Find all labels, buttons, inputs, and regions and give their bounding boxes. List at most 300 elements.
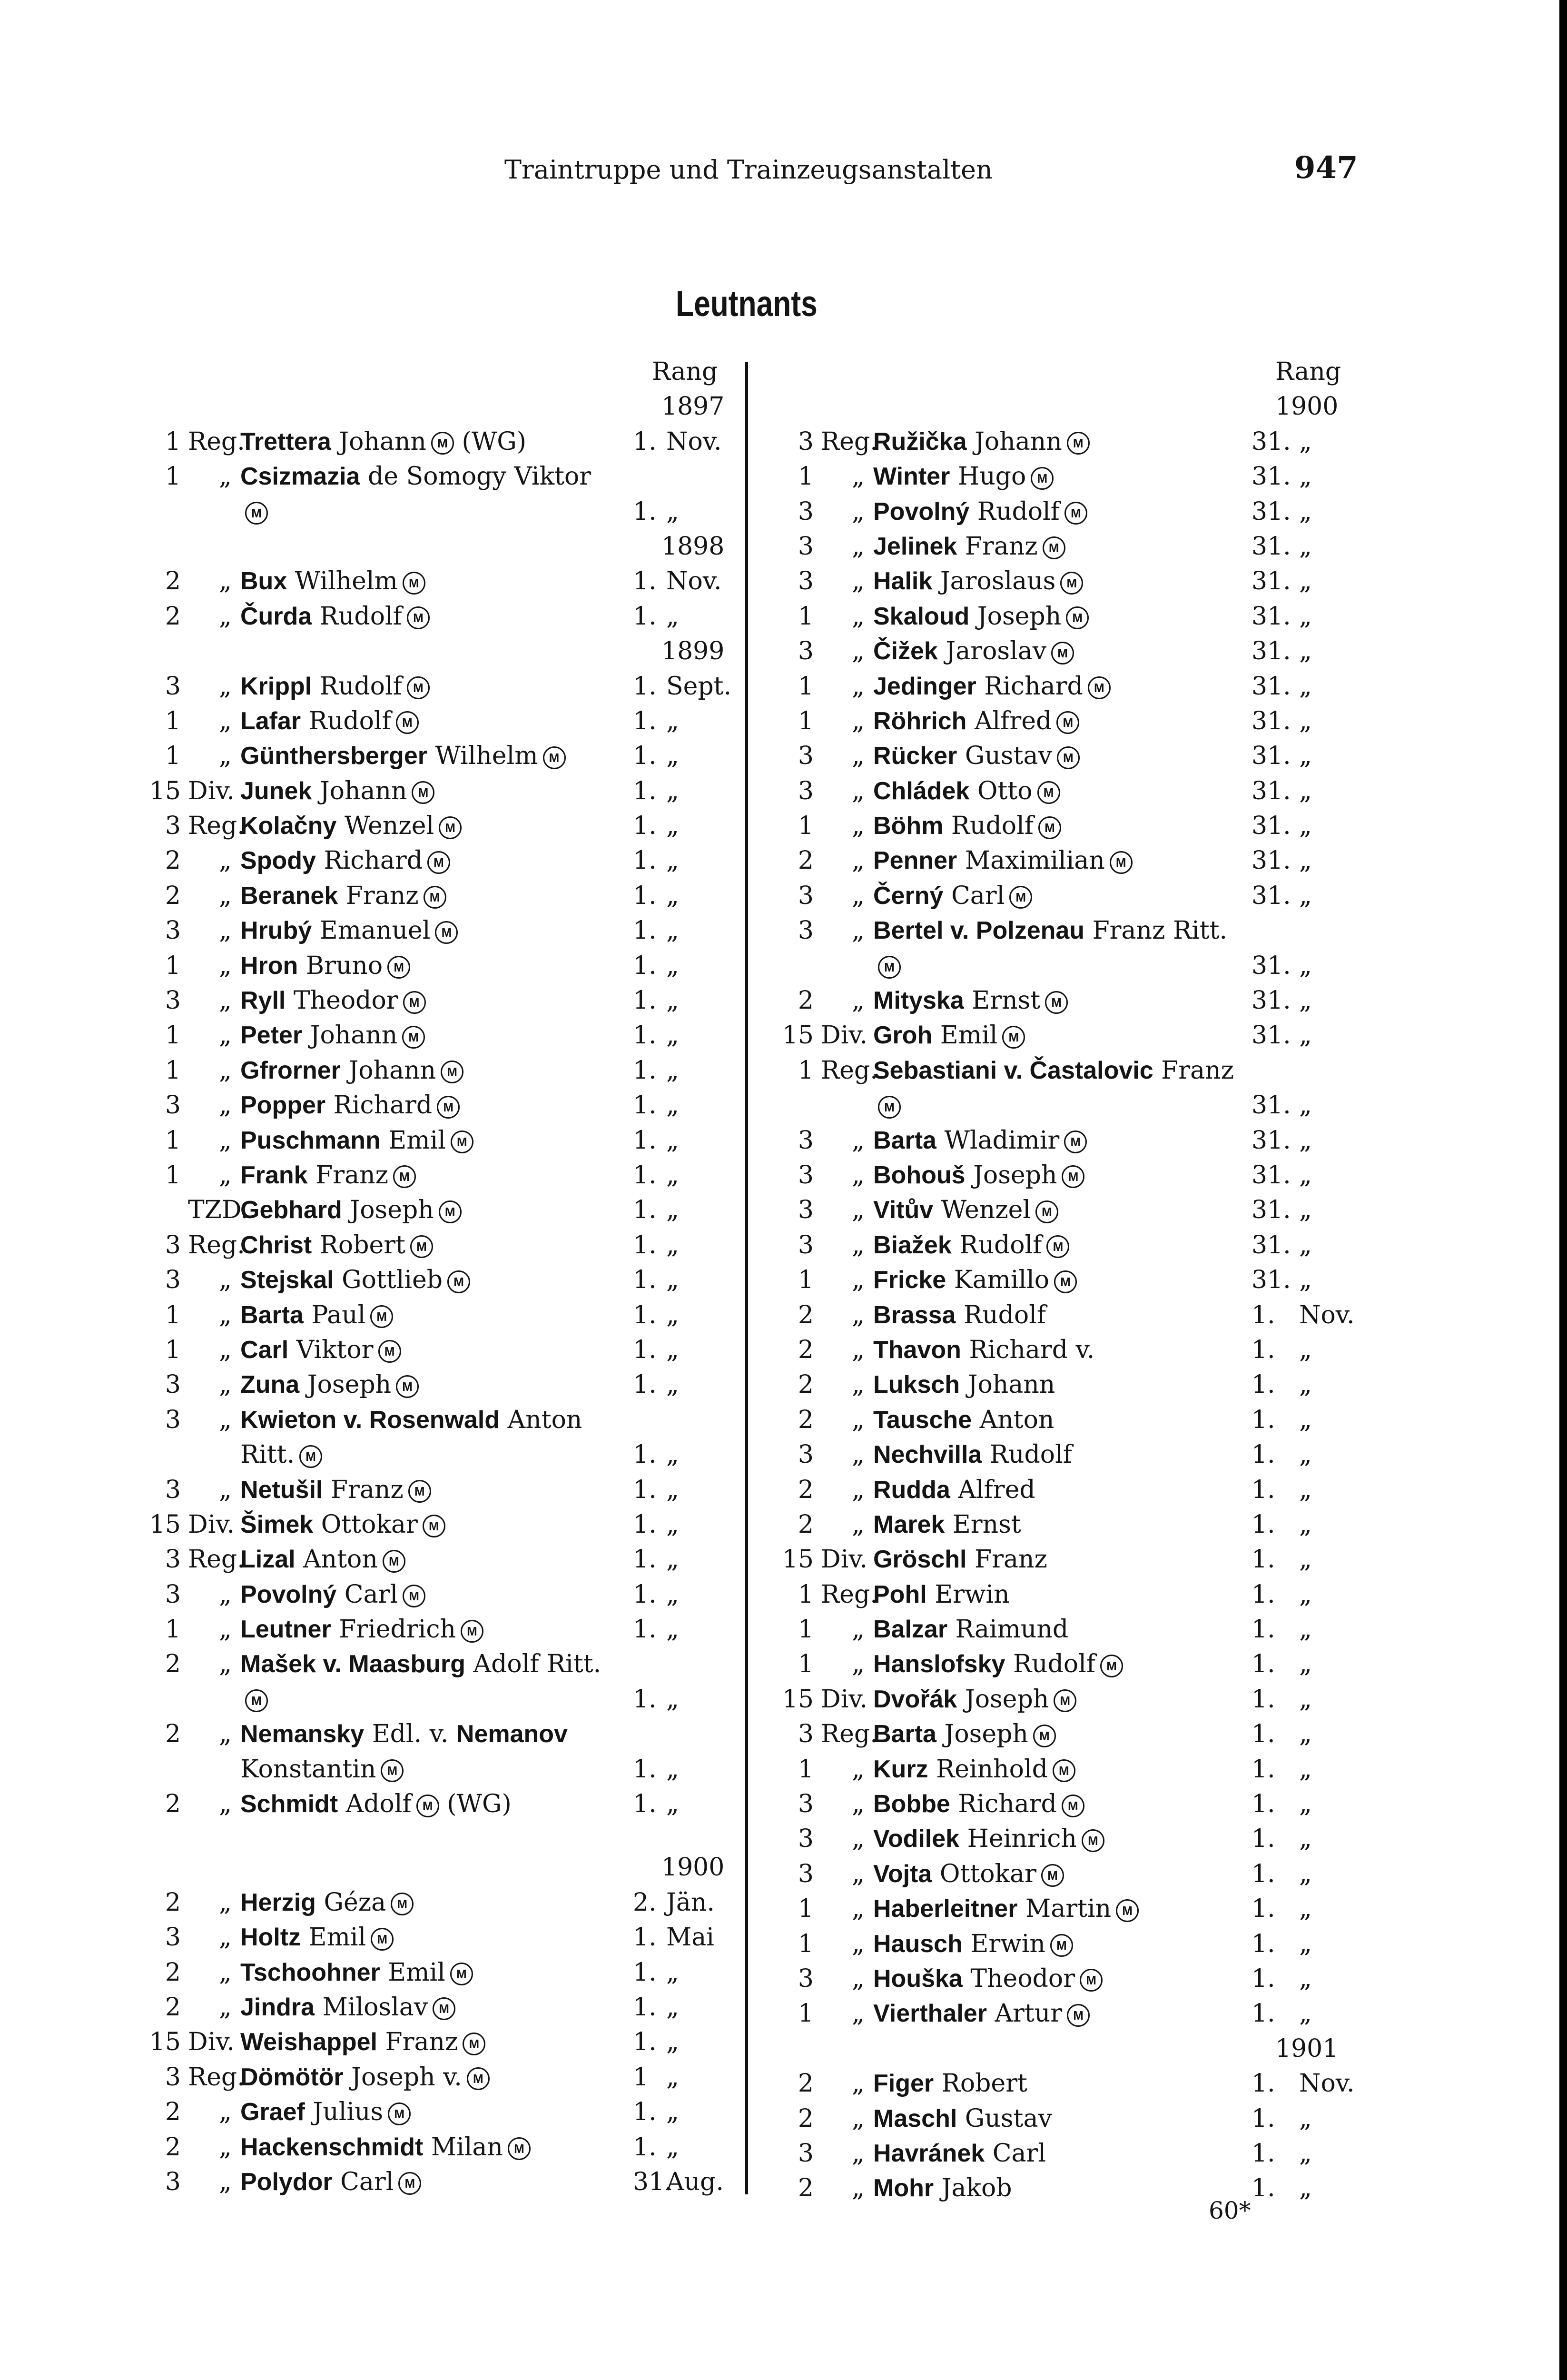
surname: Vodilek	[873, 1825, 960, 1853]
ditto-mark: „	[219, 1993, 232, 2022]
rank-month: „	[1299, 1510, 1312, 1539]
officer-name	[240, 1682, 268, 1717]
officer-name	[873, 425, 1090, 459]
rank-month: „	[1299, 1475, 1312, 1504]
given-name: Wilhelm	[295, 567, 398, 596]
given-name: Johann	[310, 1021, 398, 1050]
year-header	[124, 389, 738, 424]
officer-name	[240, 459, 591, 494]
rank-month: „	[666, 2063, 679, 2092]
rank-month: „	[666, 1510, 679, 1539]
ditto-mark: „	[219, 1300, 232, 1329]
list-item	[757, 774, 1432, 809]
unit-type: Reg.	[821, 1580, 878, 1609]
circled-m-icon: M	[396, 711, 419, 734]
unit-type: Reg.	[188, 1230, 245, 1259]
list-item	[757, 1927, 1432, 1962]
officer-name	[873, 1123, 1087, 1158]
surname: Winter	[873, 463, 950, 491]
officer-name	[873, 2102, 1052, 2136]
circled-m-icon: M	[435, 921, 458, 944]
list-item	[124, 2165, 738, 2200]
given-name: Johann	[975, 427, 1062, 456]
list-item	[757, 1612, 1432, 1647]
rank-month: „	[666, 706, 679, 735]
officer-name	[873, 1263, 1077, 1298]
ditto-mark: „	[852, 846, 865, 875]
given-name: Hugo	[957, 462, 1026, 491]
ditto-mark: „	[852, 602, 865, 631]
rank-day: 1.	[633, 812, 657, 841]
circled-m-icon: M	[1054, 1689, 1076, 1712]
given-name: Anton	[979, 1405, 1055, 1434]
signature-mark: 60*	[1209, 2197, 1251, 2224]
rank-month: „	[1299, 1894, 1312, 1924]
surname: Mašek v. Maasburg	[240, 1650, 466, 1678]
surname: Nechvilla	[873, 1441, 982, 1469]
rank-month: „	[666, 776, 679, 805]
circled-m-icon: M	[1056, 711, 1079, 734]
rank-month: „	[666, 916, 679, 945]
circled-m-icon: M	[1038, 816, 1061, 839]
list-item	[124, 949, 738, 983]
ditto-mark: „	[852, 1405, 865, 1434]
unit-number: 3	[798, 776, 814, 805]
list-item	[757, 1682, 1432, 1717]
rank-day: 1.	[633, 1993, 657, 2022]
unit-number: 3	[798, 1440, 814, 1469]
list-item	[757, 1542, 1432, 1577]
list-item	[757, 425, 1432, 459]
circled-m-icon: M	[441, 1061, 463, 1083]
ditto-mark: „	[852, 567, 865, 596]
given-name: Emil	[940, 1021, 998, 1050]
given-name: Franz	[1161, 1056, 1234, 1085]
surname: Jindra	[240, 1993, 315, 2021]
rank-month: Sept.	[666, 672, 732, 701]
rank-day: 31.	[1252, 567, 1291, 596]
rank-day: 1.	[633, 1196, 657, 1225]
ditto-mark: „	[219, 706, 232, 735]
unit-number: 3	[165, 672, 181, 701]
rank-day: 1.	[633, 986, 657, 1015]
unit-type: Reg.	[188, 1545, 245, 1574]
rank-month: „	[1299, 951, 1312, 980]
list-item	[757, 704, 1432, 739]
surname: Sebastiani v. Častalovic	[873, 1056, 1153, 1084]
ditto-mark: „	[852, 1999, 865, 2028]
unit-number: 1	[798, 1056, 814, 1085]
list-item	[124, 1920, 738, 1955]
officer-name	[240, 2025, 485, 2060]
list-item	[757, 1298, 1432, 1333]
unit-number: 3	[165, 1370, 181, 1399]
year-header	[124, 529, 738, 564]
ditto-mark: „	[852, 1370, 865, 1399]
rank-month: „	[666, 1475, 679, 1504]
ditto-mark: „	[219, 986, 232, 1015]
ditto-mark: „	[219, 1335, 232, 1364]
surname: Brassa	[873, 1301, 956, 1329]
surname: Mohr	[873, 2174, 934, 2202]
unit-number: 3	[165, 2063, 181, 2092]
unit-number: 15	[149, 776, 181, 805]
officer-name	[873, 704, 1079, 739]
given-name: Wladimir	[944, 1126, 1060, 1155]
rank-day: 1.	[1252, 1475, 1275, 1504]
rank-month: „	[1299, 1685, 1312, 1714]
surname: Skaloud	[873, 602, 970, 630]
rank-day: 31.	[1252, 672, 1291, 701]
given-name: Robert	[941, 2069, 1027, 2098]
officer-name	[240, 599, 430, 634]
surname: Puschmann	[240, 1126, 381, 1154]
list-item	[124, 1507, 738, 1542]
rank-day: 1.	[633, 497, 657, 526]
unit-number: 3	[798, 1825, 814, 1854]
officer-name	[873, 1403, 1054, 1438]
list-item	[124, 1158, 738, 1193]
list-item	[757, 2171, 1432, 2206]
surname: Nemansky	[240, 1720, 365, 1748]
ditto-mark: „	[219, 1580, 232, 1609]
ditto-mark: „	[852, 1650, 865, 1679]
rank-day: 1.	[1252, 1370, 1275, 1399]
officer-name	[240, 1473, 431, 1507]
unit-type: Reg.	[821, 427, 878, 456]
rank-day: 1.	[1252, 1615, 1275, 1644]
circled-m-icon: M	[299, 1445, 322, 1468]
unit-number: 2	[165, 1720, 181, 1749]
given-name: Jaroslav	[946, 637, 1047, 666]
unit-type: Div.	[188, 776, 235, 805]
ditto-mark: „	[852, 462, 865, 491]
unit-number: 2	[165, 1888, 181, 1917]
year-header	[124, 634, 738, 669]
unit-number: 3	[798, 742, 814, 771]
ditto-mark: „	[219, 916, 232, 945]
ditto-mark: „	[852, 2104, 865, 2133]
list-item	[757, 739, 1432, 774]
officer-name	[873, 913, 1227, 948]
unit-number: 3	[165, 1580, 181, 1609]
surname: Holtz	[240, 1924, 301, 1952]
given-name: Emil	[388, 1126, 446, 1155]
unit-number: 2	[165, 1958, 181, 1987]
officer-name	[873, 1752, 1075, 1787]
circled-m-icon: M	[1062, 1795, 1084, 1817]
officer-name	[240, 1193, 462, 1228]
rank-day: 31.	[1252, 1021, 1291, 1050]
unit-number: 1	[798, 462, 814, 491]
list-item	[124, 1577, 738, 1612]
unit-number: 1	[165, 462, 181, 491]
list-item	[757, 1403, 1432, 1438]
rank-month: „	[1299, 2174, 1312, 2203]
surname: Šimek	[240, 1510, 314, 1538]
officer-name	[240, 913, 458, 948]
given-name: Emanuel	[319, 916, 431, 945]
rank-day: 31.	[1252, 427, 1291, 456]
given-name: Richard	[958, 1790, 1057, 1819]
surname: Biažek	[873, 1231, 952, 1259]
rank-month: „	[1299, 986, 1312, 1015]
circled-m-icon: M	[393, 1165, 416, 1188]
circled-m-icon: M	[1033, 1725, 1056, 1747]
ditto-mark: „	[852, 532, 865, 561]
surname: Dömötör	[240, 2063, 344, 2091]
list-item	[124, 1955, 738, 1990]
rank-month: „	[1299, 532, 1312, 561]
ditto-mark: „	[852, 497, 865, 526]
surname: Jelinek	[873, 532, 957, 560]
rank-month: „	[1299, 1405, 1312, 1434]
officer-name	[873, 1612, 1068, 1647]
given-name: Anton	[507, 1405, 582, 1434]
circled-m-icon: M	[1037, 781, 1060, 804]
given-name: Carl	[344, 1580, 398, 1609]
surname: Trettera	[240, 427, 331, 456]
rank-day: 31.	[1252, 602, 1291, 631]
rank-day: 31.	[1252, 1126, 1291, 1155]
rank-day: 1.	[633, 1126, 657, 1155]
year-header	[124, 1850, 738, 1885]
given-name: Rudolf	[959, 1230, 1042, 1259]
list-item	[757, 2102, 1432, 2136]
rank-day: 1.	[633, 846, 657, 875]
surname: Netušil	[240, 1476, 323, 1504]
ditto-mark: „	[852, 1126, 865, 1155]
list-item	[124, 1298, 738, 1333]
section-title: Leutnants	[676, 284, 818, 324]
unit-number: 2	[798, 2174, 814, 2203]
unit-number: 1	[798, 602, 814, 631]
officer-name	[240, 704, 419, 739]
unit-number: 1	[165, 1056, 181, 1085]
list-item	[124, 1088, 738, 1123]
officer-name	[873, 1193, 1058, 1228]
ditto-mark: „	[219, 1650, 232, 1679]
rank-month: „	[666, 602, 679, 631]
surname: Rücker	[873, 742, 957, 770]
ditto-mark: „	[852, 1266, 865, 1295]
unit-number: 2	[798, 1475, 814, 1504]
rank-day: 31.	[1252, 776, 1291, 805]
rank-day: 31.	[1252, 986, 1291, 1015]
rank-month: „	[666, 1370, 679, 1399]
unit-number: 3	[165, 1475, 181, 1504]
officer-name	[873, 1892, 1139, 1926]
unit-number: 3	[165, 1091, 181, 1120]
circled-m-icon: M	[416, 1795, 439, 1817]
rank-month: „	[1299, 567, 1312, 596]
given-name: Rudolf	[951, 812, 1034, 841]
officer-name	[873, 2171, 1012, 2206]
surname: Leutner	[240, 1616, 331, 1644]
ditto-mark: „	[852, 742, 865, 771]
surname: Hanslofsky	[873, 1650, 1005, 1678]
list-item	[124, 2060, 738, 2095]
given-name: de Somogy Viktor	[367, 462, 591, 491]
rank-month: „	[666, 1160, 679, 1190]
list-item	[124, 1885, 738, 1920]
unit-number: 2	[165, 1993, 181, 2022]
unit-number: 3	[165, 1266, 181, 1295]
rank-day: 1.	[633, 2132, 657, 2162]
list-item	[124, 809, 738, 843]
officer-name	[240, 1053, 463, 1088]
rank-month: „	[666, 742, 679, 771]
rank-day: 1.	[633, 1300, 657, 1329]
ditto-mark: „	[219, 1056, 232, 1085]
surname: Fricke	[873, 1266, 946, 1294]
unit-type: Reg.	[821, 1720, 878, 1749]
list-item	[757, 1333, 1432, 1368]
given-name: Kamillo	[954, 1266, 1050, 1295]
circled-m-icon: M	[1031, 467, 1054, 490]
unit-number: 1	[798, 1929, 814, 1958]
unit-number: 2	[165, 2132, 181, 2162]
ditto-mark: „	[219, 1923, 232, 1952]
circled-m-icon: M	[408, 1480, 431, 1503]
given-name: Rudolf	[977, 497, 1060, 526]
officer-name	[240, 879, 446, 913]
circled-m-icon: M	[450, 1963, 473, 1985]
rank-month: „	[1299, 1825, 1312, 1854]
list-item	[757, 1822, 1432, 1856]
unit-number: 3	[798, 881, 814, 910]
circled-m-icon: M	[878, 1096, 901, 1119]
officer-name	[873, 1507, 1021, 1542]
officer-name	[240, 1507, 445, 1542]
unit-number: 1	[165, 427, 181, 456]
circled-m-icon: M	[407, 606, 430, 629]
surname: Barta	[240, 1301, 304, 1329]
unit-number: 3	[798, 1720, 814, 1749]
unit-number: 3	[165, 986, 181, 1015]
ditto-mark: „	[852, 1825, 865, 1854]
rank-day: 31.	[1252, 951, 1291, 980]
circled-m-icon: M	[1060, 572, 1083, 595]
ditto-mark: „	[219, 1160, 232, 1190]
circled-m-icon: M	[391, 1893, 414, 1915]
officer-name	[873, 1228, 1069, 1263]
surname: Černý	[873, 882, 944, 910]
ditto-mark: „	[852, 1755, 865, 1784]
surname: Junek	[240, 777, 312, 805]
surname: Jedinger	[873, 672, 976, 700]
rank-day: 1.	[1252, 1580, 1275, 1609]
given-name: Alfred	[974, 706, 1052, 735]
ditto-mark: „	[852, 2139, 865, 2168]
officer-name	[240, 1368, 419, 1402]
ditto-mark: „	[852, 1790, 865, 1819]
circled-m-icon: M	[1110, 851, 1133, 874]
officer-name	[240, 2095, 411, 2130]
given-name: Richard	[324, 846, 423, 875]
surname: Ružička	[873, 427, 967, 456]
list-item	[757, 913, 1432, 948]
officer-name	[240, 2060, 490, 2095]
surname: Povolný	[873, 497, 970, 526]
ditto-mark: „	[219, 742, 232, 771]
list-item	[757, 1647, 1432, 1682]
officer-name	[873, 1822, 1104, 1856]
ditto-mark: „	[219, 1405, 232, 1434]
given-name: Richard v.	[969, 1335, 1095, 1364]
ditto-mark: „	[852, 637, 865, 666]
given-name: Franz	[315, 1160, 388, 1190]
ditto-mark: „	[852, 1440, 865, 1469]
surname: Balzar	[873, 1616, 948, 1644]
list-item	[757, 564, 1432, 599]
officer-name	[873, 1787, 1084, 1822]
given-name: Ottokar	[939, 1859, 1036, 1888]
list-item	[124, 564, 738, 599]
given-name: Erwin	[935, 1580, 1010, 1609]
circled-m-icon: M	[1002, 1026, 1025, 1049]
surname: Böhm	[873, 812, 944, 840]
rank-day: 1.	[1252, 1894, 1275, 1924]
given-name: Johann	[348, 1056, 436, 1085]
ditto-mark: „	[852, 986, 865, 1015]
rank-month: „	[666, 2132, 679, 2162]
given-name: Gustav	[965, 742, 1052, 771]
list-item	[124, 2095, 738, 2130]
ditto-mark: „	[852, 1859, 865, 1888]
surname: Röhrich	[873, 707, 967, 735]
officer-name	[873, 1298, 1046, 1333]
rank-month: Jän.	[666, 1888, 715, 1917]
circled-m-icon: M	[467, 2067, 490, 2090]
ditto-mark: „	[219, 672, 232, 701]
surname: Dvořák	[873, 1685, 957, 1713]
surname: Schmidt	[240, 1790, 338, 1818]
unit-type: Div.	[821, 1685, 868, 1714]
officer-name	[873, 634, 1074, 669]
given-name: Gustav	[965, 2104, 1052, 2133]
list-item	[757, 1193, 1432, 1228]
rank-month: „	[666, 2028, 679, 2057]
list-item	[757, 1507, 1432, 1542]
rank-month: Aug.	[666, 2167, 724, 2196]
rank-day: 1.	[1252, 1720, 1275, 1749]
ditto-mark: „	[219, 1615, 232, 1644]
surname: Vitův	[873, 1196, 934, 1224]
list-item	[757, 1996, 1432, 2031]
list-item-continuation	[124, 495, 738, 529]
given-name: Bruno	[306, 951, 383, 980]
officer-name	[240, 1920, 394, 1955]
circled-m-icon: M	[1057, 746, 1080, 769]
given-name: Rudolf	[1013, 1650, 1096, 1679]
list-item	[757, 2136, 1432, 2171]
ditto-mark: „	[852, 672, 865, 701]
unit-type: TZD.	[188, 1196, 249, 1225]
surname: Figer	[873, 2070, 934, 2098]
rank-month: „	[1299, 776, 1312, 805]
circled-m-icon: M	[437, 1096, 460, 1119]
list-item	[757, 634, 1432, 669]
surname: Maschl	[873, 2104, 957, 2132]
list-item	[757, 1717, 1432, 1752]
rank-day: 1.	[1252, 2069, 1275, 2098]
ditto-mark: „	[852, 1230, 865, 1259]
officer-name	[240, 949, 410, 983]
ditto-mark: „	[852, 812, 865, 841]
ditto-mark: „	[852, 2174, 865, 2203]
given-name: Reinhold	[936, 1755, 1048, 1784]
